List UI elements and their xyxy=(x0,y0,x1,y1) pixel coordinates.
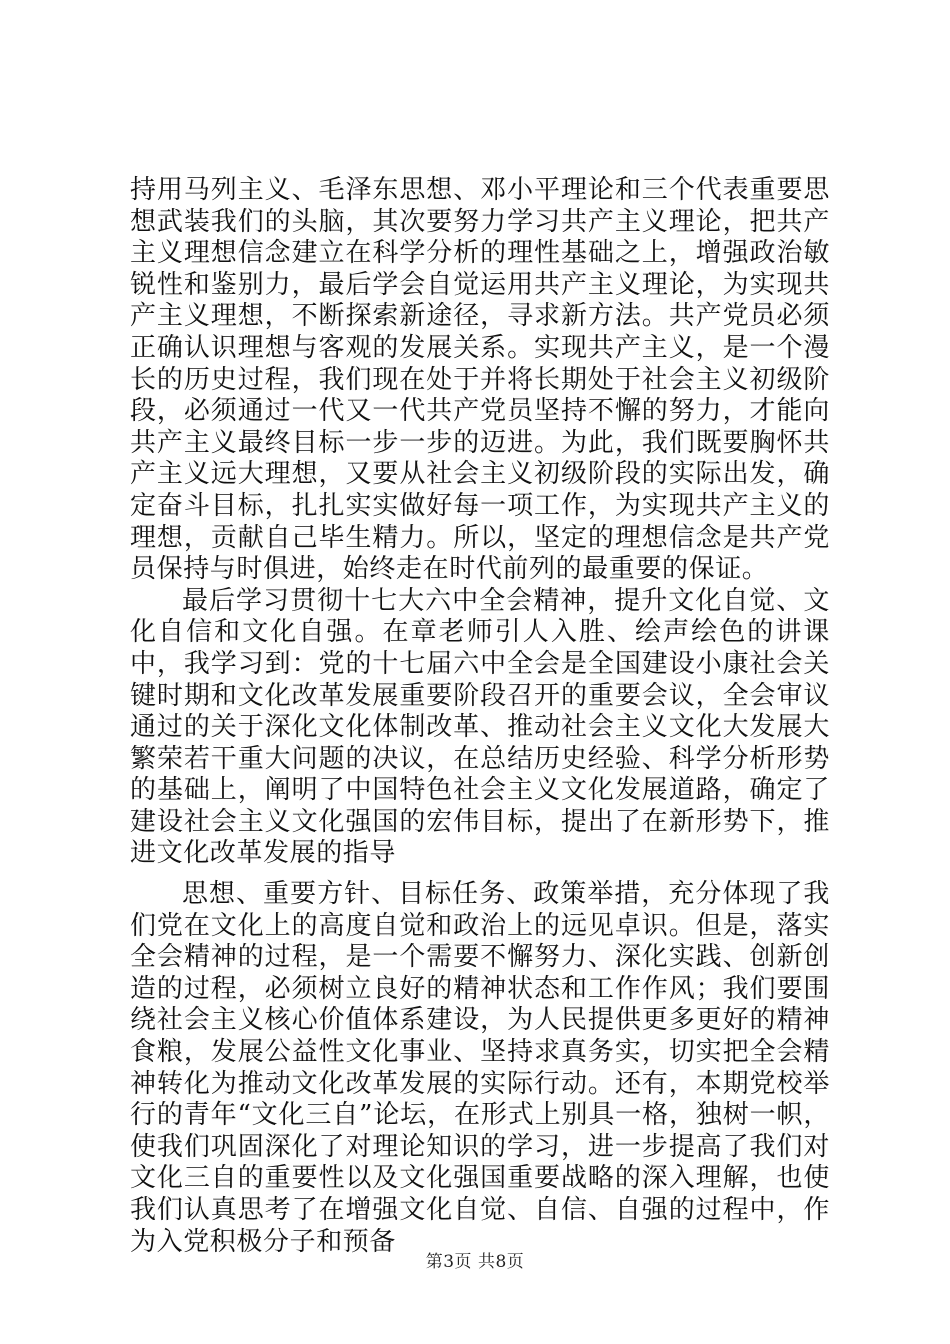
document-body xyxy=(130,175,830,1258)
paragraph-2: 最后学习贯彻十七大六中全会精神，提升文化自觉、文化自信和文化自强。在章老师引人入胜、绘声绘色的讲课中，我学习到：党的十七届六中全会是全国建设小康社会关键时期和文化改革发展重要阶段召开的重要会议，全会审议通过的关于深化文化体制改革、推动社会主义文化大发展大繁荣若干重大问题的决议，在总结历史经验、科学分析形势的基础上，阐明了中国特色社会主义文化发展道路，确定了建设社会主义文化强国的宏伟目标，提出了在新形势下，推进文化改革发展的指导 xyxy=(130,585,830,869)
paragraph-1: 持用马列主义、毛泽东思想、邓小平理论和三个代表重要思想武装我们的头脑，其次要努力学习共产主义理论，把共产主义理想信念建立在科学分析的理性基础之上，增强政治敏锐性和鉴别力，最后学会自觉运用共产主义理论，为实现共产主义理想，不断探索新途径，寻求新方法。共产党员必须正确认识理想与客观的发展关系。实现共产主义，是一个漫长的历史过程，我们现在处于并将长期处于社会主义初级阶段，必须通过一代又一代共产党员坚持不懈的努力，才能向共产主义最终目标一步一步的迈进。为此，我们既要胸怀共产主义远大理想，又要从社会主义初级阶段的实际出发，确定奋斗目标，扎扎实实做好每一项工作，为实现共产主义的理想，贡献自己毕生精力。所以，坚定的理想信念是共产党员保持与时俱进，始终走在时代前列的最重要的保证。 xyxy=(130,175,830,585)
page-footer: 第3页 共8页 xyxy=(425,1252,525,1272)
paragraph-3: 思想、重要方针、目标任务、政策举措，充分体现了我们党在文化上的高度自觉和政治上的远见卓识。但是，落实全会精神的过程，是一个需要不懈努力、深化实践、创新创造的过程，必须树立良好的精神状态和工作作风；我们要围绕社会主义核心价值体系建设，为人民提供更多更好的精神食粮，发展公益性文化事业、坚持求真务实，切实把全会精神转化为推动文化改革发展的实际行动。还有，本期党校举行的青年“文化三自”论坛，在形式上别具一格，独树一帜，使我们巩固深化了对理论知识的学习，进一步提高了我们对文化三自的重要性以及文化强国重要战略的深入理解，也使我们认真思考了在增强文化自觉、自信、自强的过程中，作为入党积极分子和预备 xyxy=(130,879,830,1257)
